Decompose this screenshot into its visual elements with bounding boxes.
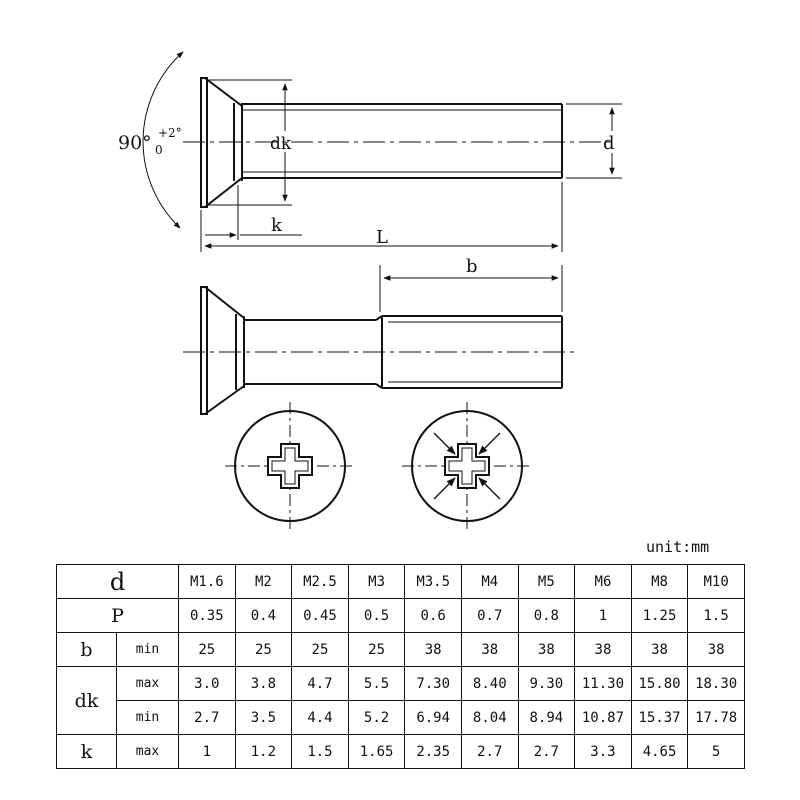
row-dk-max: [57, 667, 745, 701]
cell-pitch: 1: [575, 599, 632, 633]
cell-dk-max: 3.8: [235, 667, 292, 701]
cell-k-max: 3.3: [575, 735, 632, 769]
cell-dk-min: 6.94: [405, 701, 462, 735]
cell-b-min: 38: [518, 633, 575, 667]
cell-dk-max: 3.0: [179, 667, 236, 701]
spec-table: [56, 564, 745, 769]
header-b: b: [57, 633, 117, 667]
cell-pitch: 1.25: [631, 599, 688, 633]
cell-b-min: 38: [631, 633, 688, 667]
cell-b-min: 38: [575, 633, 632, 667]
cell-dk-min: 10.87: [575, 701, 632, 735]
cell-size: M1.6: [179, 565, 236, 599]
angle-tolerance-lower: 0: [155, 143, 163, 157]
L-label: L: [376, 227, 388, 248]
cell-pitch: 0.5: [348, 599, 405, 633]
cell-dk-min: 17.78: [688, 701, 745, 735]
middle-screw-view: [183, 265, 578, 414]
cell-dk-max: 11.30: [575, 667, 632, 701]
cell-pitch: 0.8: [518, 599, 575, 633]
cell-dk-max: 8.40: [461, 667, 518, 701]
cell-dk-max: 4.7: [292, 667, 349, 701]
cell-pitch: 1.5: [688, 599, 745, 633]
cell-k-max: 1.2: [235, 735, 292, 769]
cell-b-min: 25: [348, 633, 405, 667]
b-label: b: [466, 256, 478, 277]
cell-dk-max: 7.30: [405, 667, 462, 701]
cell-b-min: 38: [461, 633, 518, 667]
cell-k-max: 1.5: [292, 735, 349, 769]
cell-size: M8: [631, 565, 688, 599]
row-b-min: [57, 633, 745, 667]
row-k-max: [57, 735, 745, 769]
cell-size: M4: [461, 565, 518, 599]
cell-k-max: 1: [179, 735, 236, 769]
header-dk-max: max: [117, 667, 179, 701]
cell-dk-min: 4.4: [292, 701, 349, 735]
header-dk: dk: [57, 667, 117, 735]
cell-b-min: 38: [688, 633, 745, 667]
unit-label: unit:mm: [646, 538, 710, 556]
cell-k-max: 5: [688, 735, 745, 769]
cell-size: M2.5: [292, 565, 349, 599]
cell-k-max: 2.35: [405, 735, 462, 769]
dk-label: dk: [270, 134, 292, 154]
cell-b-min: 25: [235, 633, 292, 667]
k-label: k: [271, 215, 282, 236]
row-dk-min: [57, 701, 745, 735]
header-b-min: min: [117, 633, 179, 667]
cell-dk-min: 8.94: [518, 701, 575, 735]
angle-tolerance-upper: +2°: [158, 126, 182, 140]
cell-dk-max: 9.30: [518, 667, 575, 701]
cell-pitch: 0.6: [405, 599, 462, 633]
header-d: d: [57, 565, 179, 599]
cell-size: M6: [575, 565, 632, 599]
cell-k-max: 2.7: [518, 735, 575, 769]
cell-k-max: 2.7: [461, 735, 518, 769]
top-screw-view: [143, 52, 622, 252]
cell-size: M2: [235, 565, 292, 599]
cell-k-max: 4.65: [631, 735, 688, 769]
cell-pitch: 0.4: [235, 599, 292, 633]
cell-size: M5: [518, 565, 575, 599]
phillips-head-view: [225, 402, 355, 530]
cell-pitch: 0.7: [461, 599, 518, 633]
cell-dk-max: 5.5: [348, 667, 405, 701]
pozidriv-head-view: [402, 402, 532, 530]
cell-b-min: 25: [292, 633, 349, 667]
cell-dk-min: 15.37: [631, 701, 688, 735]
cell-k-max: 1.65: [348, 735, 405, 769]
row-P: [57, 599, 745, 633]
header-P: P: [57, 599, 179, 633]
angle-label: 90°: [118, 132, 152, 154]
cell-b-min: 25: [179, 633, 236, 667]
header-dk-min: min: [117, 701, 179, 735]
cell-dk-max: 15.80: [631, 667, 688, 701]
cell-pitch: 0.45: [292, 599, 349, 633]
cell-dk-min: 8.04: [461, 701, 518, 735]
cell-dk-max: 18.30: [688, 667, 745, 701]
cell-dk-min: 2.7: [179, 701, 236, 735]
cell-dk-min: 3.5: [235, 701, 292, 735]
cell-dk-min: 5.2: [348, 701, 405, 735]
cell-size: M3: [348, 565, 405, 599]
cell-size: M3.5: [405, 565, 462, 599]
cell-pitch: 0.35: [179, 599, 236, 633]
cell-b-min: 38: [405, 633, 462, 667]
header-k: k: [57, 735, 117, 769]
header-k-max: max: [117, 735, 179, 769]
cell-size: M10: [688, 565, 745, 599]
row-d: [57, 565, 745, 599]
d-label: d: [603, 133, 615, 154]
